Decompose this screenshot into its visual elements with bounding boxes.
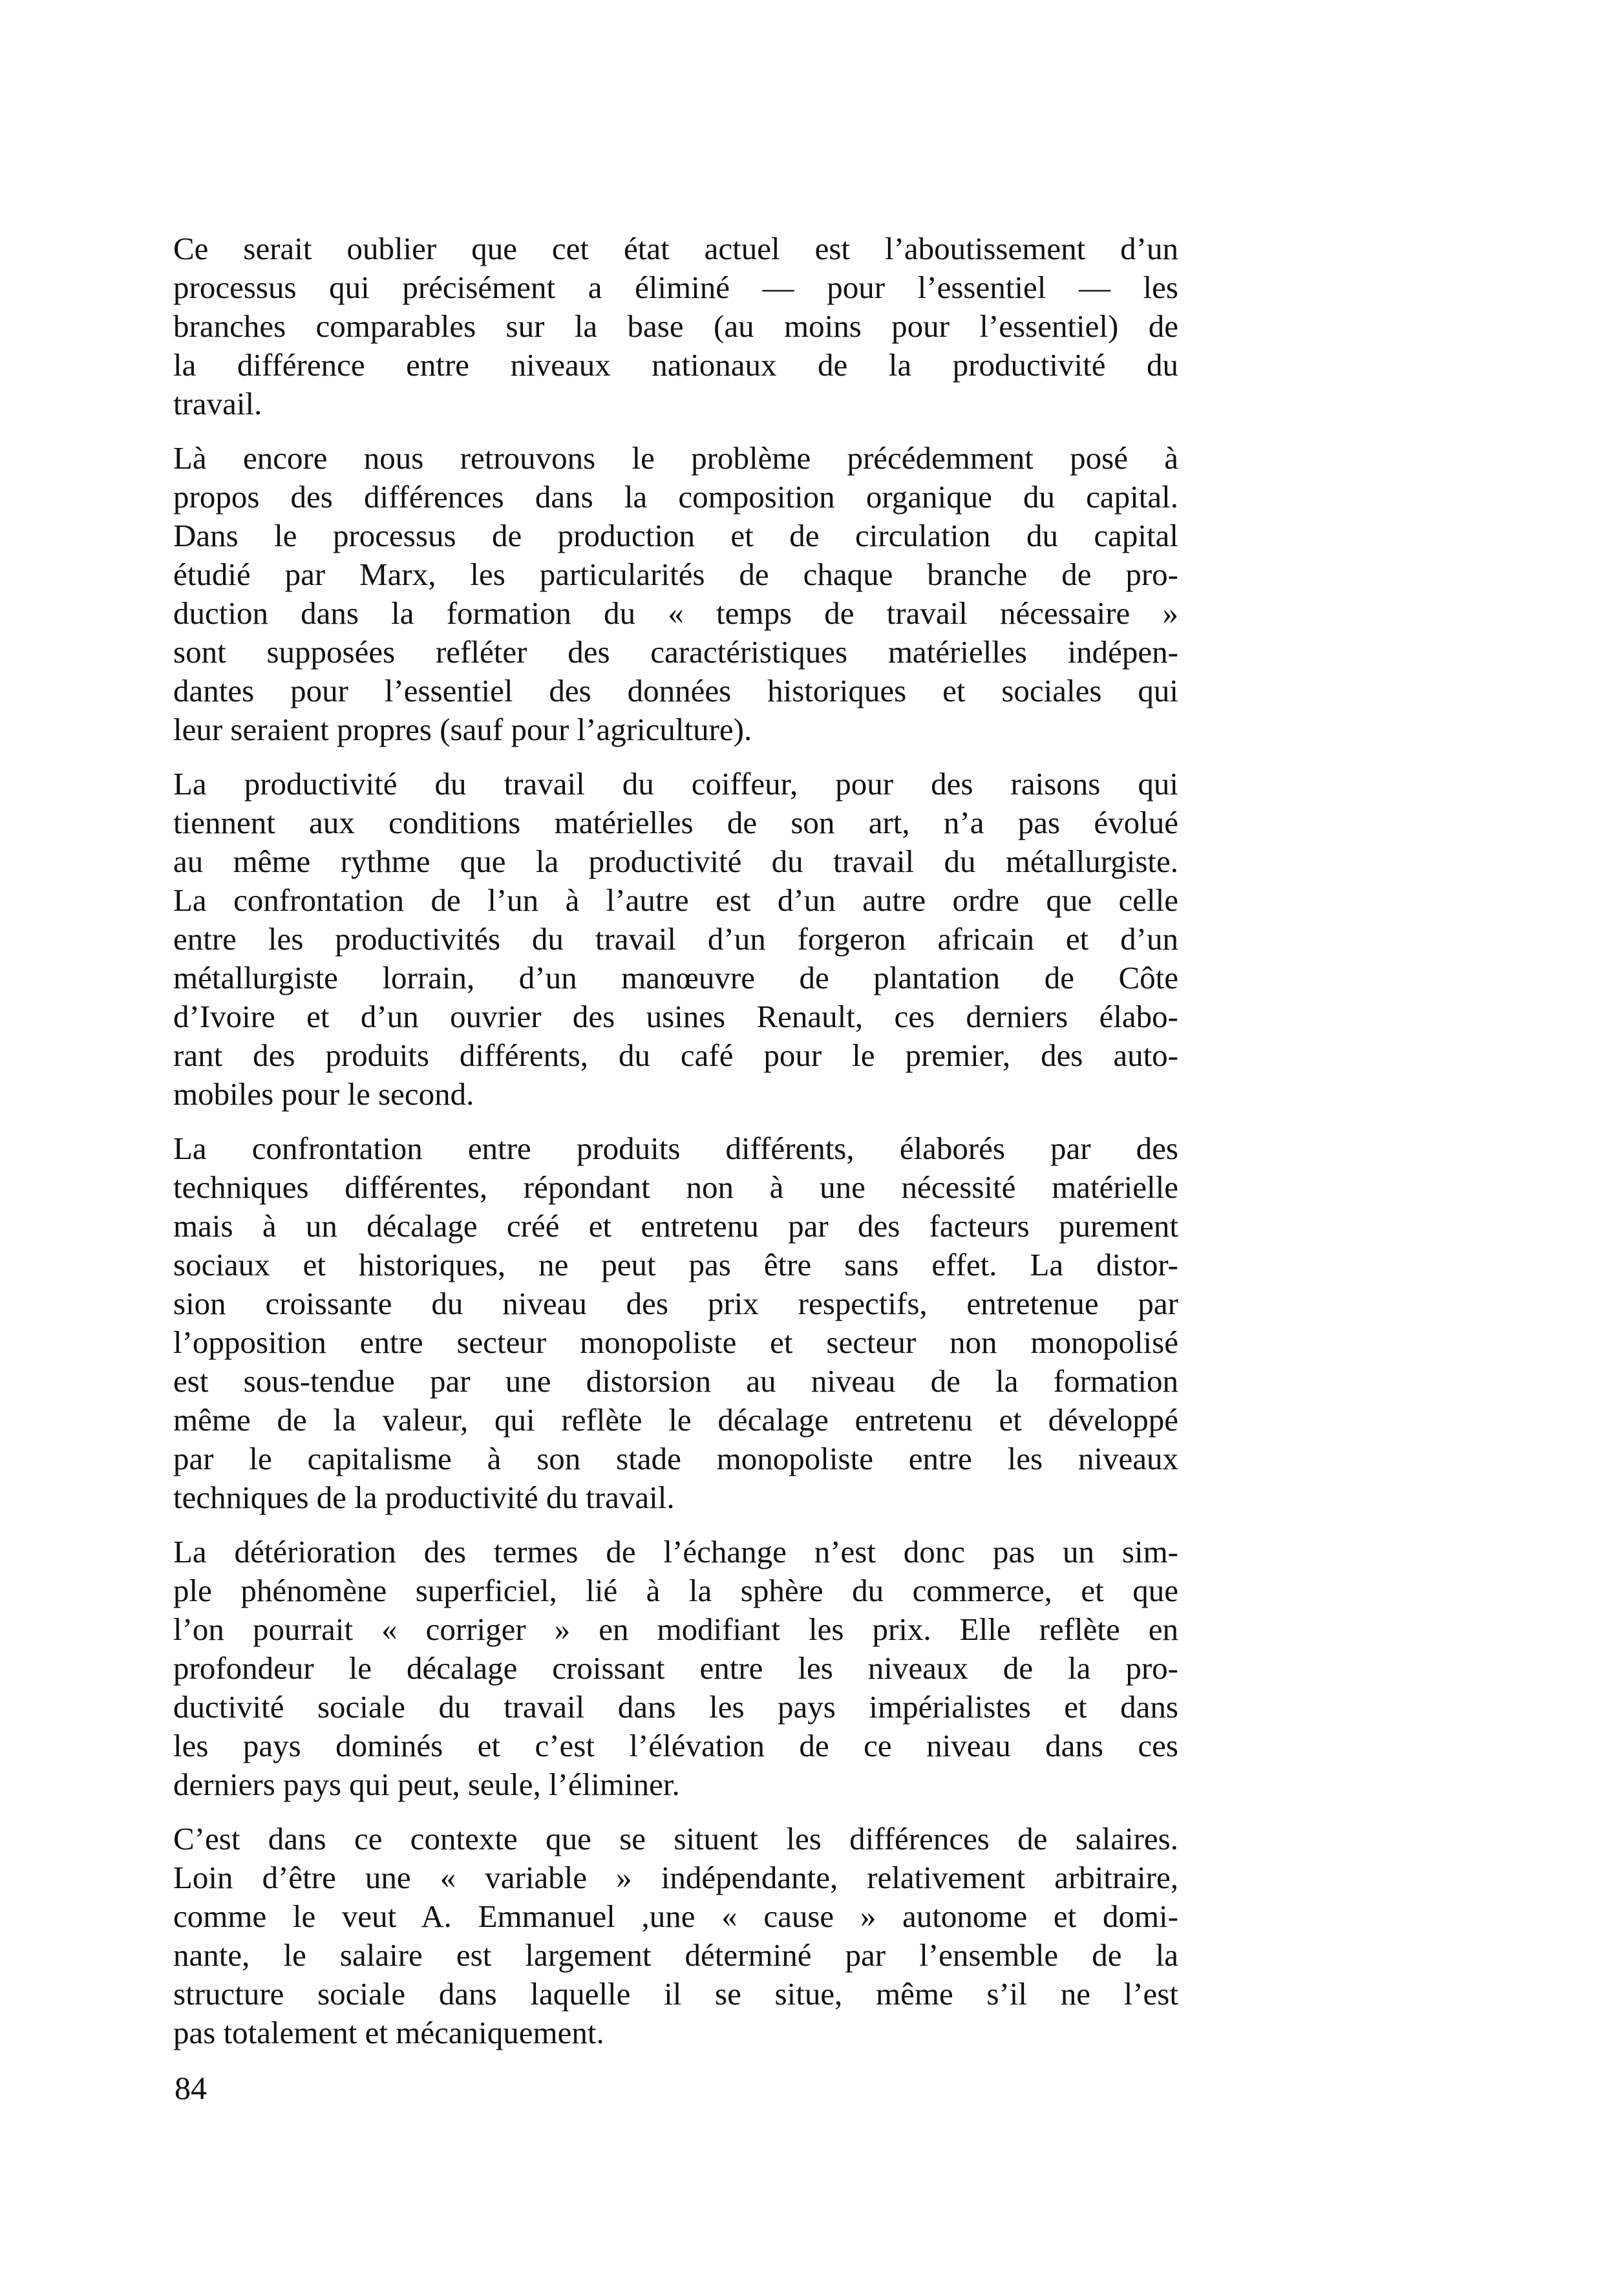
text-line: processus qui précisément a éliminé — pour l’essentiel — les bbox=[173, 270, 1178, 305]
text-line: mais à un décalage créé et entretenu par des facteurs purement bbox=[173, 1208, 1178, 1244]
text-line: est sous-tendue par une distorsion au niveau de la formation bbox=[173, 1363, 1178, 1399]
text-line: sociaux et historiques, ne peut pas être sans effet. La distor- bbox=[173, 1247, 1178, 1282]
paragraph bbox=[173, 1820, 1178, 2052]
text-line: branches comparables sur la base (au moins pour l’essentiel) de bbox=[173, 308, 1178, 344]
text-line: La confrontation de l’un à l’autre est d’un autre ordre que celle bbox=[173, 882, 1178, 918]
page-body bbox=[173, 229, 1178, 2068]
text-line: métallurgiste lorrain, d’un manœuvre de plantation de Côte bbox=[173, 960, 1178, 995]
text-line: derniers pays qui peut, seule, l’éliminer. bbox=[173, 1767, 680, 1802]
text-line: ductivité sociale du travail dans les pays impérialistes et dans bbox=[173, 1689, 1178, 1725]
text-line: structure sociale dans laquelle il se situe, même s’il ne l’est bbox=[173, 1976, 1178, 2012]
text-line: comme le veut A. Emmanuel ,une « cause » autonome et domi- bbox=[173, 1898, 1178, 1934]
text-line: l’on pourrait « corriger » en modifiant les prix. Elle reflète en bbox=[173, 1611, 1178, 1647]
paragraph bbox=[173, 1533, 1178, 1804]
text-line: Dans le processus de production et de circulation du capital bbox=[173, 518, 1178, 553]
text-line: Loin d’être une « variable » indépendante, relativement arbitraire, bbox=[173, 1860, 1178, 1895]
text-line: d’Ivoire et d’un ouvrier des usines Renault, ces derniers élabo- bbox=[173, 999, 1178, 1034]
text-line: au même rythme que la productivité du travail du métallurgiste. bbox=[173, 844, 1178, 879]
text-line: travail. bbox=[173, 386, 262, 421]
text-line: l’opposition entre secteur monopoliste et secteur non monopolisé bbox=[173, 1324, 1178, 1360]
text-line: leur seraient propres (sauf pour l’agriculture). bbox=[173, 712, 752, 747]
text-line: propos des différences dans la composition organique du capital. bbox=[173, 479, 1178, 515]
paragraph bbox=[173, 765, 1178, 1114]
text-line: sion croissante du niveau des prix respectifs, entretenue par bbox=[173, 1286, 1178, 1321]
text-line: profondeur le décalage croissant entre les niveaux de la pro- bbox=[173, 1650, 1178, 1686]
text-line: étudié par Marx, les particularités de chaque branche de pro- bbox=[173, 557, 1178, 592]
text-line: rant des produits différents, du café pour le premier, des auto- bbox=[173, 1037, 1178, 1073]
text-line: C’est dans ce contexte que se situent les différences de salaires. bbox=[173, 1821, 1178, 1856]
text-line: ple phénomène superficiel, lié à la sphère du commerce, et que bbox=[173, 1573, 1178, 1608]
text-line: duction dans la formation du « temps de travail nécessaire » bbox=[173, 595, 1178, 631]
page-number: 84 bbox=[175, 2070, 207, 2106]
text-line: mobiles pour le second. bbox=[173, 1076, 474, 1112]
text-line: entre les productivités du travail d’un forgeron africain et d’un bbox=[173, 921, 1178, 957]
text-line: par le capitalisme à son stade monopoliste entre les niveaux bbox=[173, 1441, 1178, 1476]
text-line: techniques de la productivité du travail. bbox=[173, 1480, 675, 1515]
text-line: les pays dominés et c’est l’élévation de ce niveau dans ces bbox=[173, 1728, 1178, 1763]
text-line: tiennent aux conditions matérielles de son art, n’a pas évolué bbox=[173, 805, 1178, 840]
text-line: même de la valeur, qui reflète le décalage entretenu et développé bbox=[173, 1402, 1178, 1438]
text-line: La détérioration des termes de l’échange n’est donc pas un sim- bbox=[173, 1534, 1178, 1569]
text-line: techniques différentes, répondant non à une nécessité matérielle bbox=[173, 1169, 1178, 1205]
text-line: pas totalement et mécaniquement. bbox=[173, 2015, 604, 2050]
paragraph bbox=[173, 1129, 1178, 1517]
text-line: la différence entre niveaux nationaux de la productivité du bbox=[173, 347, 1178, 383]
text-line: sont supposées refléter des caractéristiques matérielles indépen- bbox=[173, 634, 1178, 670]
paragraph bbox=[173, 439, 1178, 749]
text-line: dantes pour l’essentiel des données historiques et sociales qui bbox=[173, 673, 1178, 708]
paragraph bbox=[173, 229, 1178, 423]
text-line: La confrontation entre produits différents, élaborés par des bbox=[173, 1131, 1178, 1166]
text-line: La productivité du travail du coiffeur, pour des raisons qui bbox=[173, 766, 1178, 802]
text-line: nante, le salaire est largement déterminé par l’ensemble de la bbox=[173, 1937, 1178, 1973]
text-line: Ce serait oublier que cet état actuel est l’aboutissement d’un bbox=[173, 231, 1178, 266]
text-line: Là encore nous retrouvons le problème précédemment posé à bbox=[173, 440, 1178, 476]
